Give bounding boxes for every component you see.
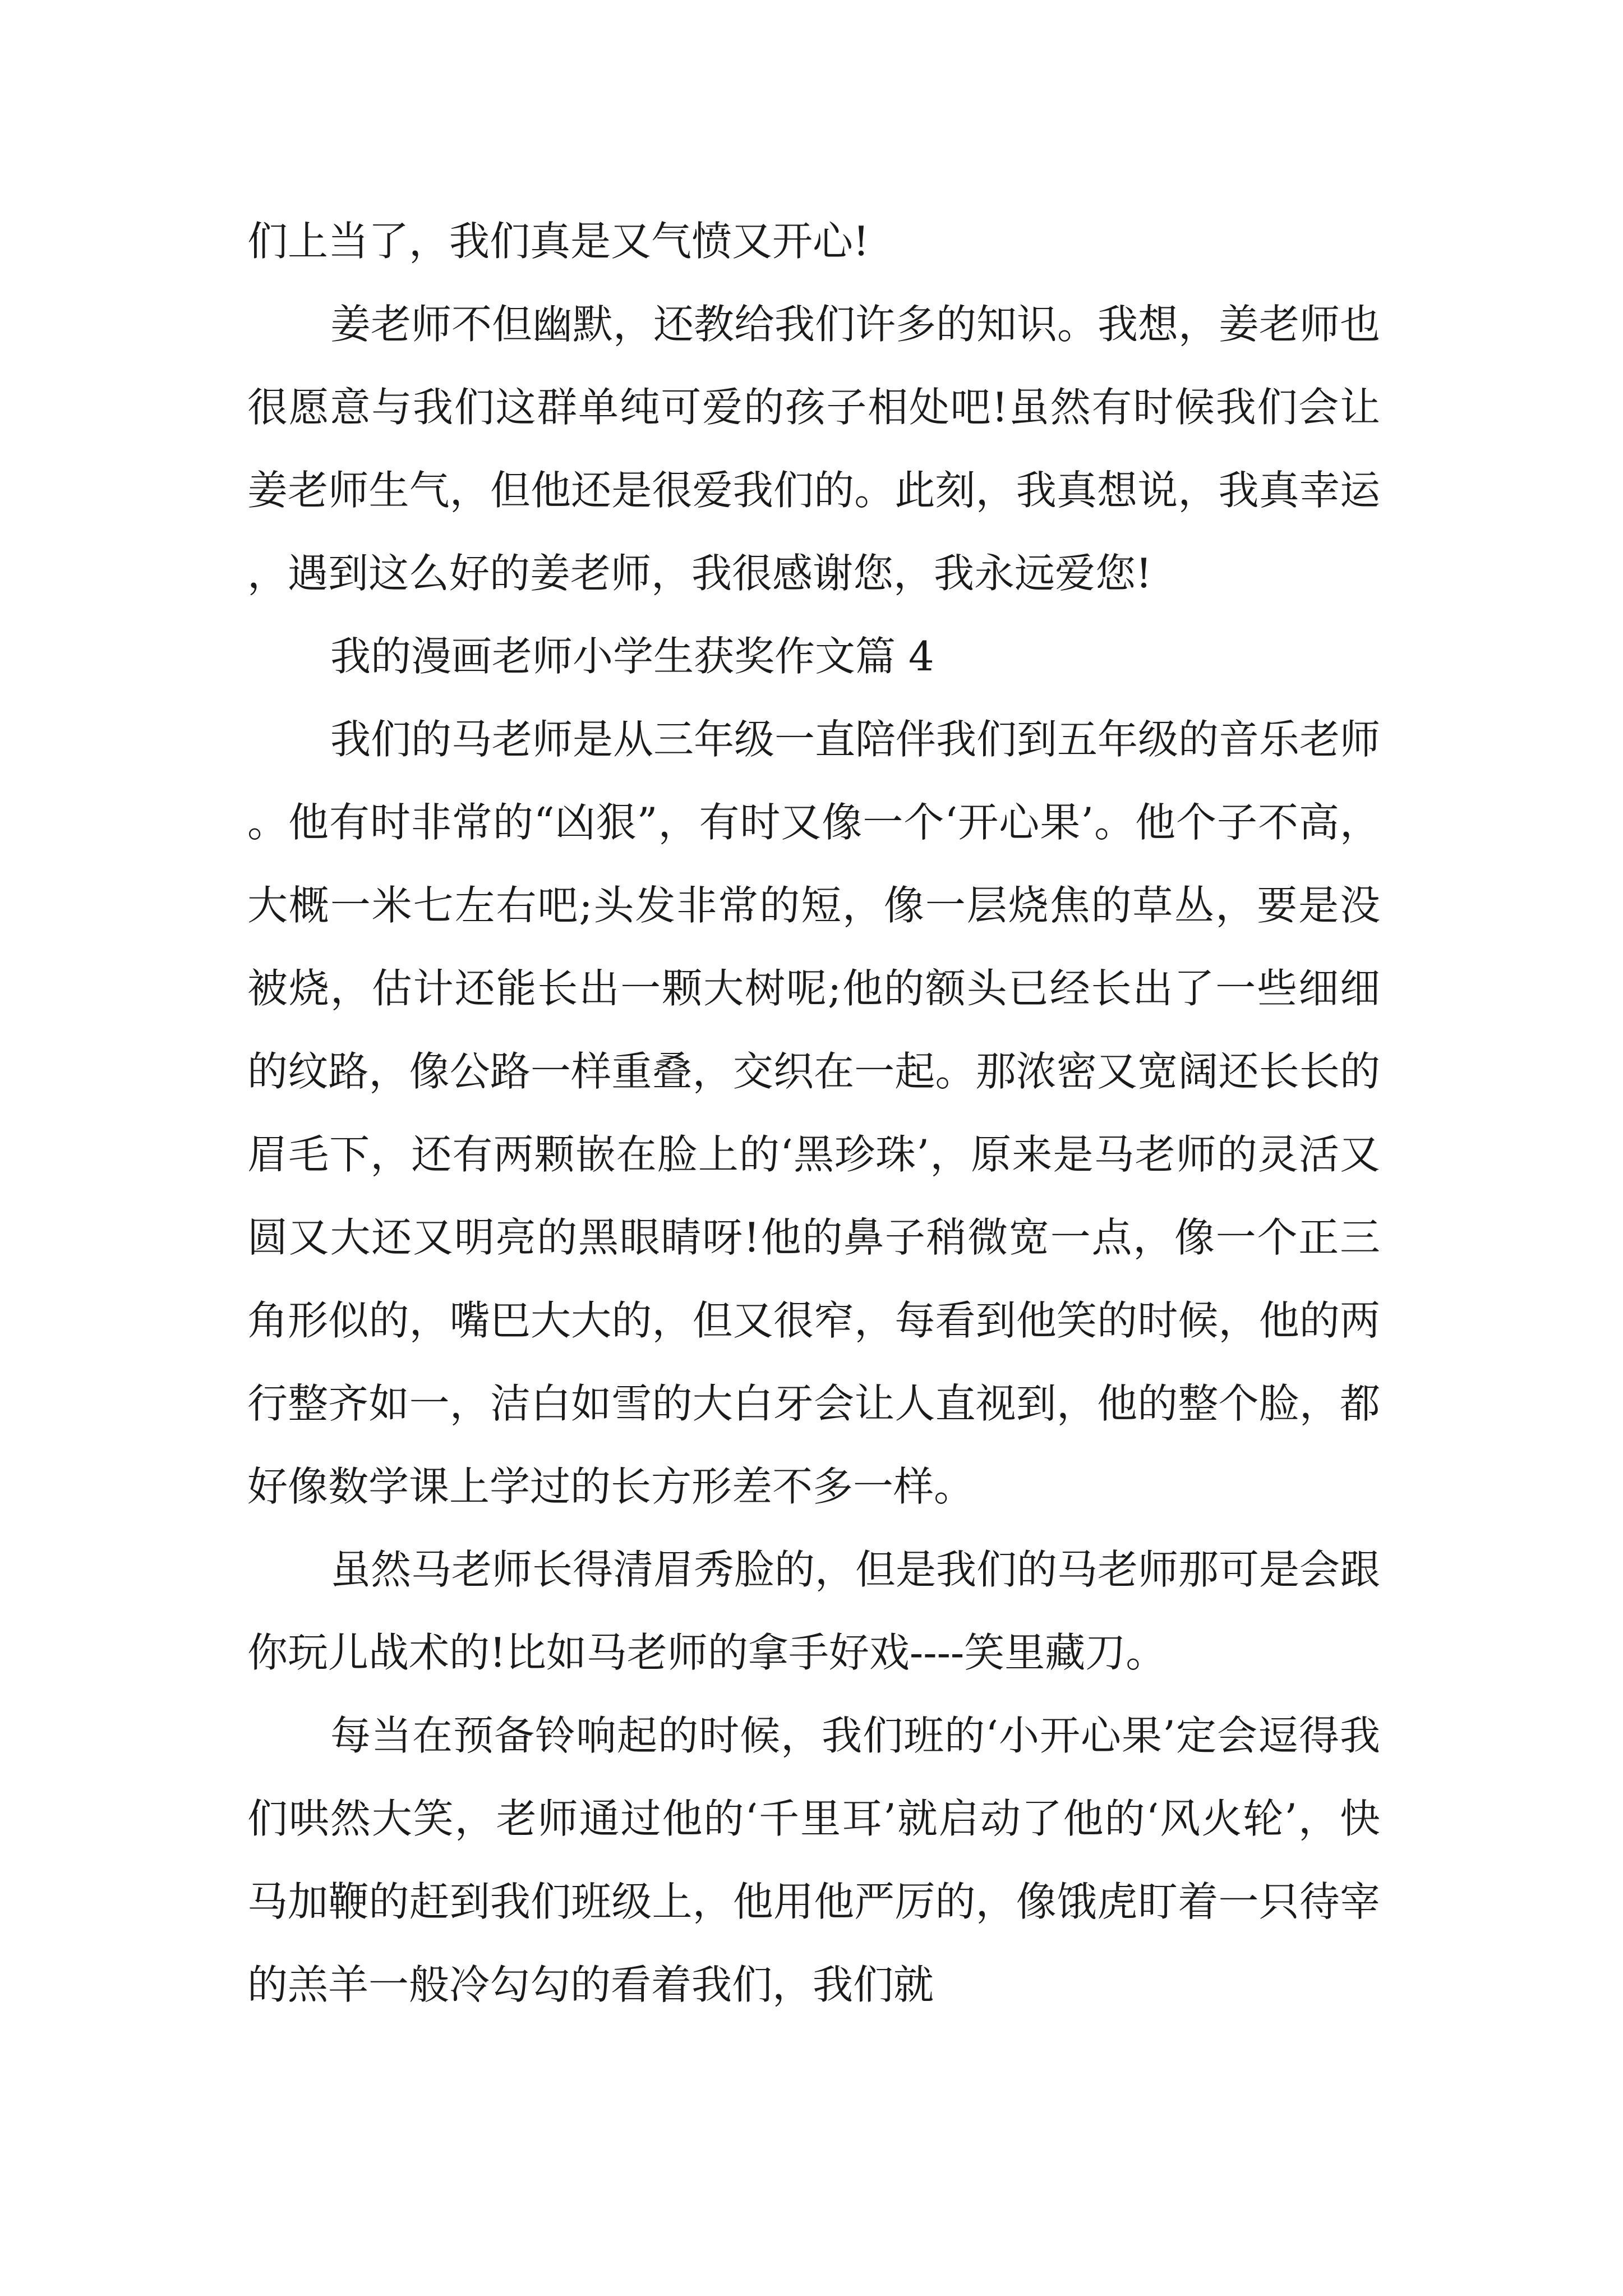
paragraph-preparatory-bell: 每当在预备铃响起的时候，我们班的‘小开心果’定会逗得我们哄然大笑，老师通过他的‘千里耳’就启动了他的‘风火轮’，快马加鞭的赶到我们班级上，他用他严厉的，像饿虎盯着一只待宰的羔羊一般冷勾勾的看着我们，我们就 <box>247 1712 1380 2008</box>
section-heading: 我的漫画老师小学生获奖作文篇 4 <box>330 633 934 680</box>
document-body <box>247 200 1380 2026</box>
paragraph-teacher-jiang: 姜老师不但幽默，还教给我们许多的知识。我想，姜老师也很愿意与我们这群单纯可爱的孩子相处吧!虽然有时候我们会让姜老师生气，但他还是很爱我们的。此刻，我真想说，我真幸运，遇到这么好的姜老师，我很感谢您，我永远爱您! <box>247 301 1381 597</box>
paragraph-teacher-ma-description: 我们的马老师是从三年级一直陪伴我们到五年级的音乐老师。他有时非常的“凶狠”，有时又像一个‘开心果’。他个子不高，大概一米七左右吧;头发非常的短，像一层烧焦的草丛，要是没被烧，估计还能长出一颗大树呢;他的额头已经长出了一些细细的纹路，像公路一样重叠，交织在一起。那浓密又宽阔还长长的眉毛下，还有两颗嵌在脸上的‘黑珍珠’，原来是马老师的灵活又圆又大还又明亮的黑眼睛呀!他的鼻子稍微宽一点，像一个正三角形似的，嘴巴大大的，但又很窄，每看到他笑的时候，他的两行整齐如一，洁白如雪的大白牙会让人直视到，他的整个脸，都好像数学课上学过的长方形差不多一样。 <box>247 716 1381 1510</box>
paragraph-teacher-ma-tactics: 虽然马老师长得清眉秀脸的，但是我们的马老师那可是会跟你玩儿战术的!比如马老师的拿手好戏----笑里藏刀。 <box>247 1546 1381 1676</box>
paragraph-continuation: 们上当了，我们真是又气愤又开心! <box>247 218 869 265</box>
